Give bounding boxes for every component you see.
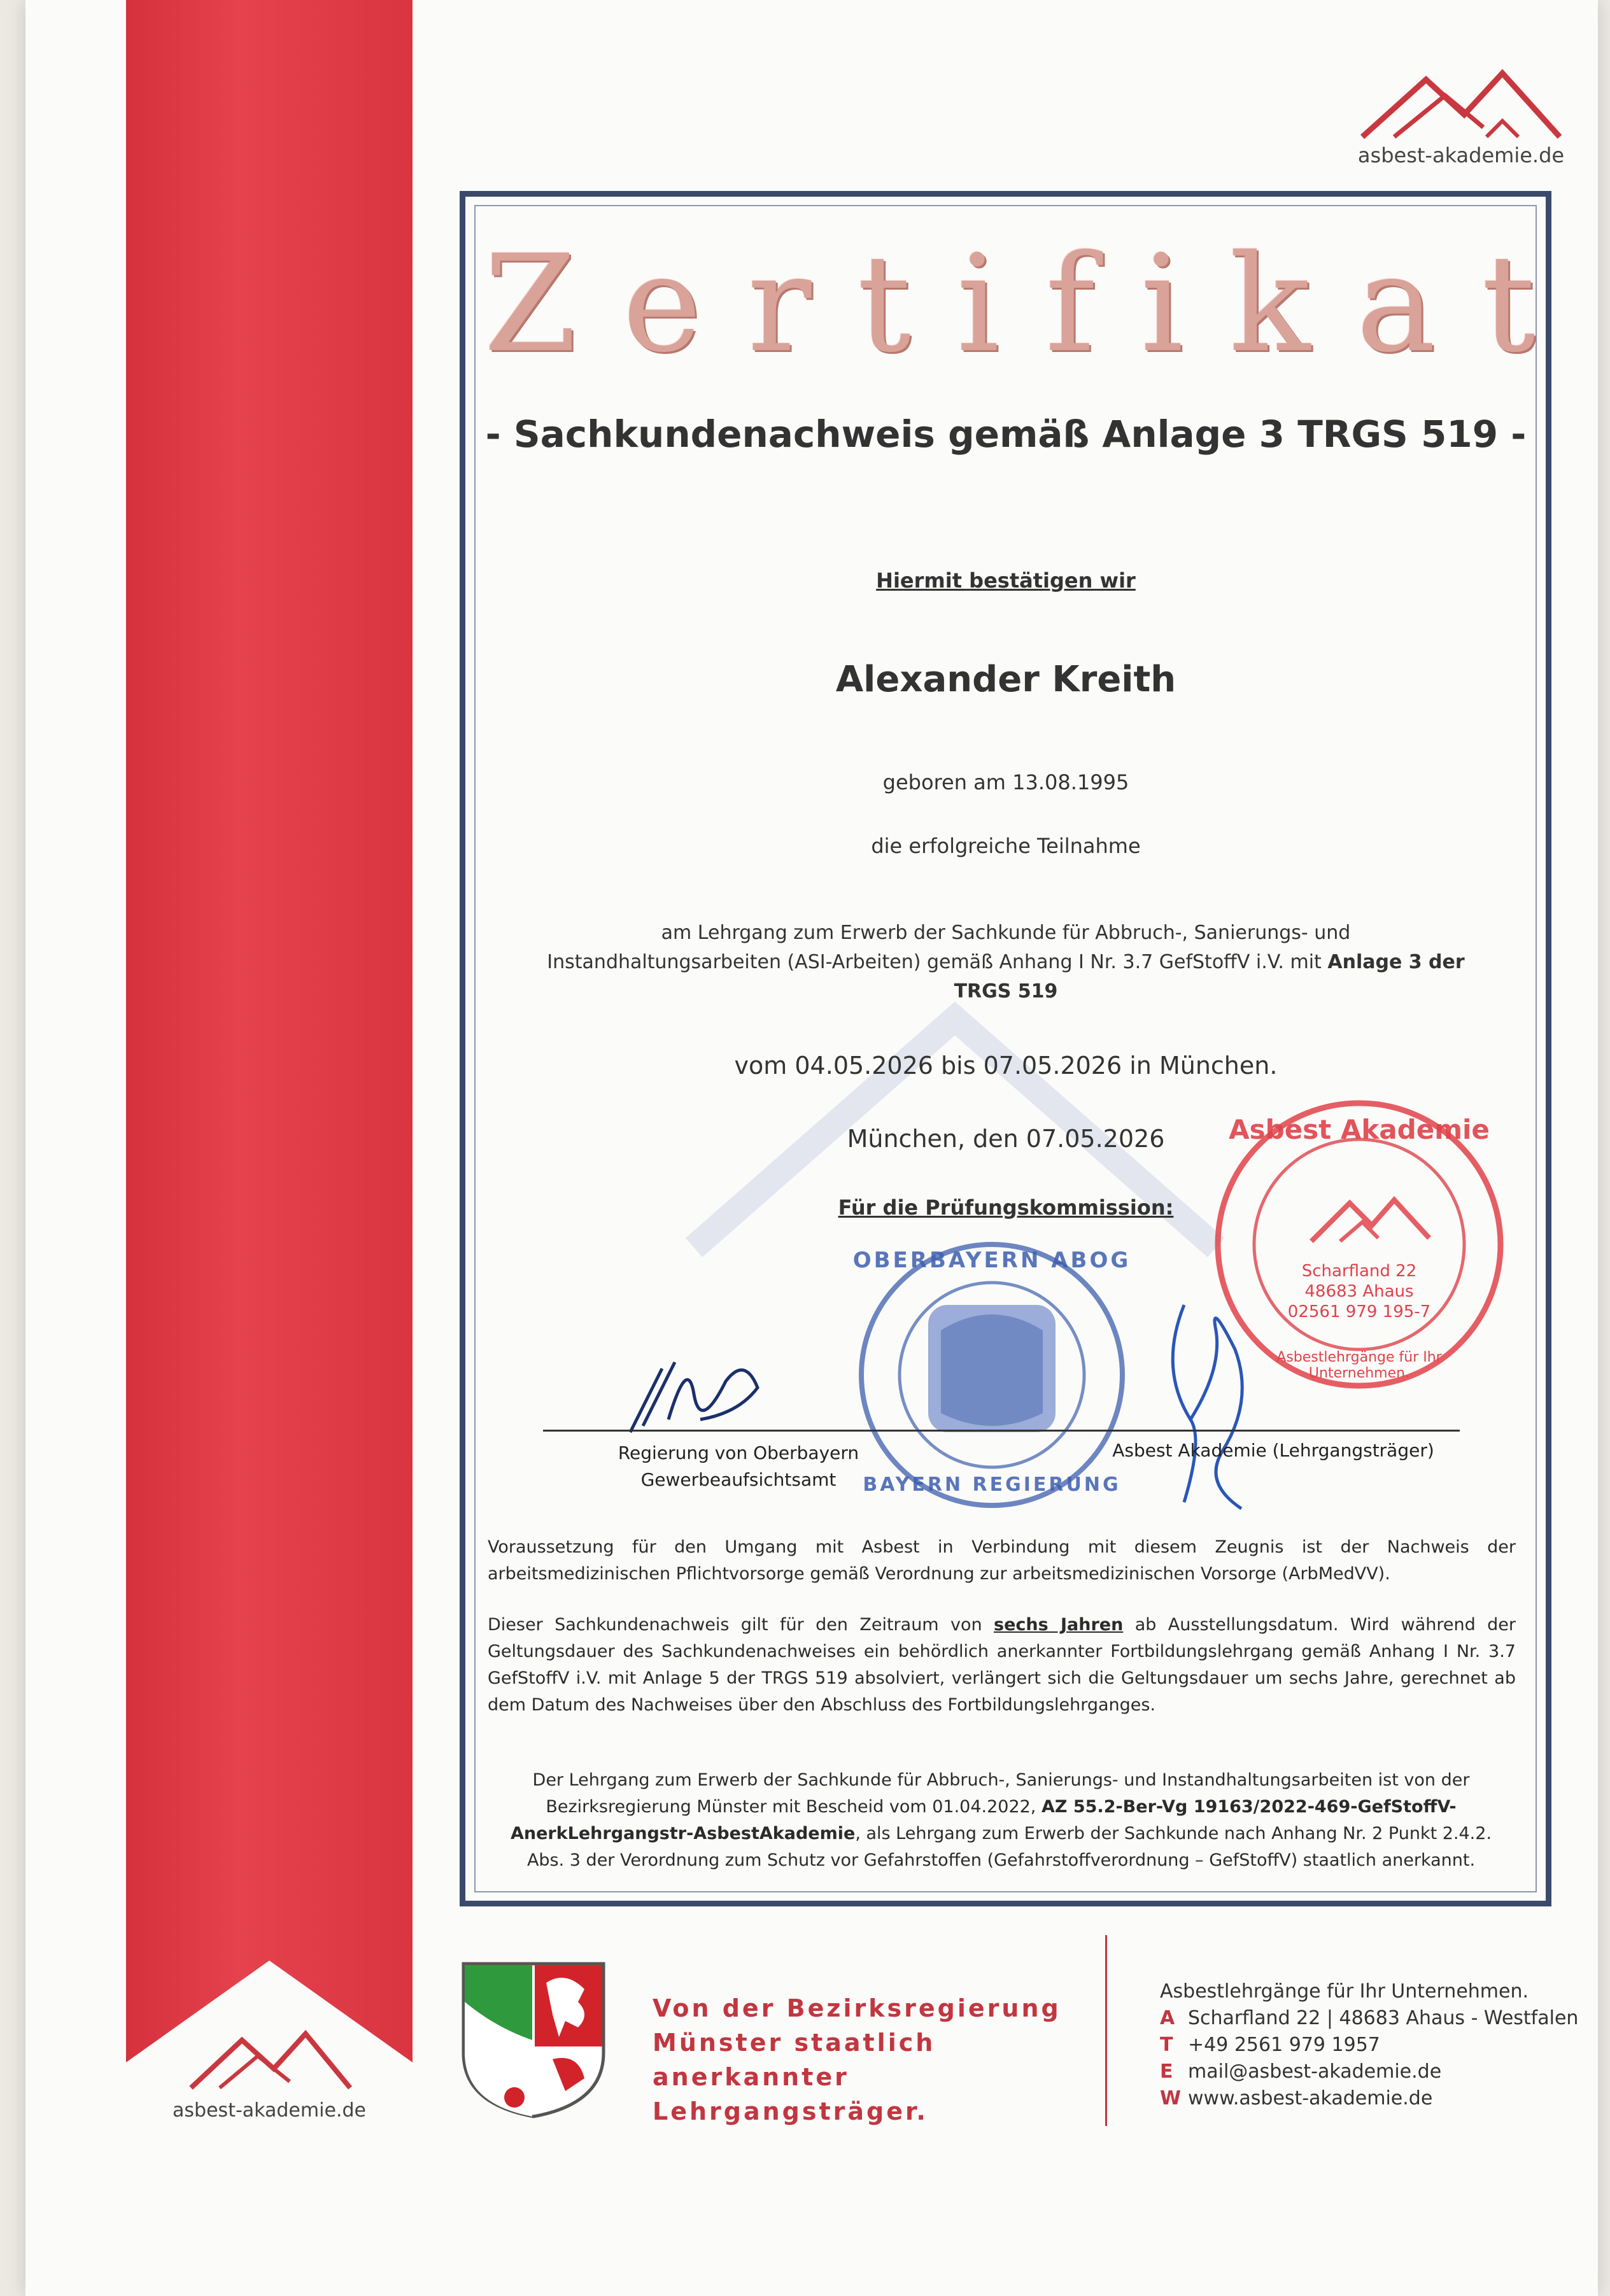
phone-label: T — [1160, 2034, 1173, 2056]
right-signatory: Asbest Akademie (Lehrgangsträger) — [1112, 1440, 1434, 1461]
confirm-heading — [484, 568, 1528, 593]
footer-recognition — [653, 1991, 1098, 2129]
left-signatory-line-1: Regierung von Oberbayern — [618, 1442, 859, 1463]
confirm-text: Hiermit bestätigen wir — [876, 568, 1136, 593]
email-value: mail@asbest-akademie.de — [1188, 2060, 1442, 2083]
paragraph-validity — [488, 1612, 1516, 1719]
validity-text-b: ab Ausstellungsdatum. Wird während der Geltungsdauer des Sachkundenachweises ein behördlich anerkannter Fortbildungslehrgang gemäß Anhang I Nr. 3.7 GefStoffV i.V. mit Anlage 5 der TRGS 519 absolviert, verlängert sich die Geltungsdauer um sechs Jahre, gerechnet ab dem Datum des Nachweises über den Abschluss des Fortbildungslehrganges. — [488, 1615, 1516, 1715]
validity-text-a: Dieser Sachkundenachweis gilt für den Zeitraum von — [488, 1615, 994, 1635]
footer-recognition-line-2: Münster staatlich — [653, 2029, 936, 2057]
course-line-1: am Lehrgang zum Erwerb der Sachkunde für Abbruch-, Sanierungs- und — [661, 922, 1351, 944]
top-logo-url: asbest-akademie.de — [1357, 143, 1565, 167]
certificate-subtitle: - Sachkundenachweis gemäß Anlage 3 TRGS 519 - — [485, 412, 1527, 456]
contact-email — [1160, 2059, 1580, 2085]
blue-stamp-bottom-text: BAYERN REGIERUNG — [863, 1474, 1121, 1496]
contact-phone — [1160, 2032, 1580, 2059]
course-line-2 — [484, 948, 1528, 977]
certificate-title: Zertifikat — [484, 226, 1581, 382]
red-stamp-title: Asbest Akademie — [1229, 1114, 1490, 1145]
contact-heading: Asbestlehrgänge für Ihr Unternehmen. — [1160, 1980, 1529, 2003]
contact-web — [1160, 2085, 1580, 2112]
commission-text: Für die Prüfungskommission: — [838, 1195, 1174, 1220]
approval-text-b: , als Lehrgang zum Erwerb der Sachkunde nach Anhang Nr. 2 Punkt 2.4.2. Abs. 3 der Verordnung zum Schutz vor Gefahrstoffen (Gefahrstoffverordnung – GefStoffV) staatlich anerkannt. — [526, 1824, 1492, 1870]
recipient-name: Alexander Kreith — [835, 659, 1176, 700]
web-value: www.asbest-akademie.de — [1188, 2087, 1433, 2109]
mountain-logo-icon — [1356, 60, 1566, 150]
contact-address — [1160, 2005, 1580, 2032]
course-line-2-text: Instandhaltungsarbeiten (ASI-Arbeiten) gemäß Anhang I Nr. 3.7 GefStoffV i.V. mit — [547, 951, 1322, 973]
red-stamp-street: Scharfland 22 — [1301, 1262, 1417, 1281]
address-label: A — [1160, 2007, 1175, 2029]
red-stamp-city: 48683 Ahaus — [1304, 1282, 1414, 1301]
left-signature-icon — [624, 1343, 770, 1439]
address-value: Scharfland 22 | 48683 Ahaus - Westfalen — [1188, 2007, 1579, 2029]
course-period: vom 04.05.2026 bis 07.05.2026 in München. — [734, 1052, 1278, 1080]
participation-text: die erfolgreiche Teilnahme — [871, 834, 1141, 858]
web-label: W — [1160, 2087, 1182, 2109]
signature-line — [543, 1430, 1460, 1432]
blue-stamp-top-text: OBERBAYERN ABOG — [852, 1248, 1131, 1273]
phone-value: +49 2561 979 1957 — [1188, 2034, 1380, 2056]
course-line-3: TRGS 519 — [954, 980, 1058, 1003]
place-date: München, den 07.05.2026 — [847, 1125, 1165, 1153]
red-stamp-ring-text: Asbestlehrgänge für Ihr Unternehmen. — [1276, 1349, 1442, 1381]
footer-divider — [1105, 1935, 1107, 2126]
left-signatory-line-2: Gewerbeaufsichtsamt — [640, 1469, 837, 1490]
bottom-logo-url: asbest-akademie.de — [173, 2099, 366, 2122]
course-description — [484, 919, 1528, 1006]
approval-text-a: Der Lehrgang zum Erwerb der Sachkunde für Abbruch-, Sanierungs- und Instandhaltungsarbeiten ist von der Bezirksregierung Münster mit Bescheid vom 01.04.2022, — [532, 1770, 1470, 1817]
course-line-2-bold: Anlage 3 der — [1327, 951, 1465, 973]
red-stamp-phone: 02561 979 195-7 — [1287, 1302, 1431, 1321]
footer-recognition-line-1: Von der Bezirksregierung — [653, 1994, 1061, 2022]
red-side-band — [126, 0, 413, 2062]
top-logo — [1356, 60, 1566, 175]
paragraph-prerequisite: Voraussetzung für den Umgang mit Asbest in Verbindung mit diesem Zeugnis ist der Nachweis der arbeitsmedizinischen Pflichtvorsorge gemäß Verordnung zur arbeitsmedizinischen Vorsorge (ArbMedVV). — [488, 1537, 1516, 1584]
footer-recognition-line-3: anerkannter Lehrgangsträger. — [653, 2063, 928, 2125]
validity-bold: sechs Jahren — [994, 1615, 1124, 1635]
footer-contact — [1160, 1978, 1580, 2112]
approval-bold: AZ 55.2-Ber-Vg 19163/2022-469-GefStoffV-AnerkLehrgangstr-AsbestAkademie — [510, 1797, 1457, 1843]
nrw-coat-of-arms — [457, 1957, 610, 2120]
left-signatory — [560, 1440, 917, 1493]
bottom-mountain-logo-icon — [185, 2024, 357, 2094]
email-label: E — [1160, 2060, 1173, 2083]
nrw-crest-icon — [457, 1957, 610, 2120]
right-signature-icon — [1146, 1292, 1286, 1521]
paragraph-approval — [509, 1767, 1493, 1874]
birth-date: geboren am 13.08.1995 — [882, 770, 1129, 794]
